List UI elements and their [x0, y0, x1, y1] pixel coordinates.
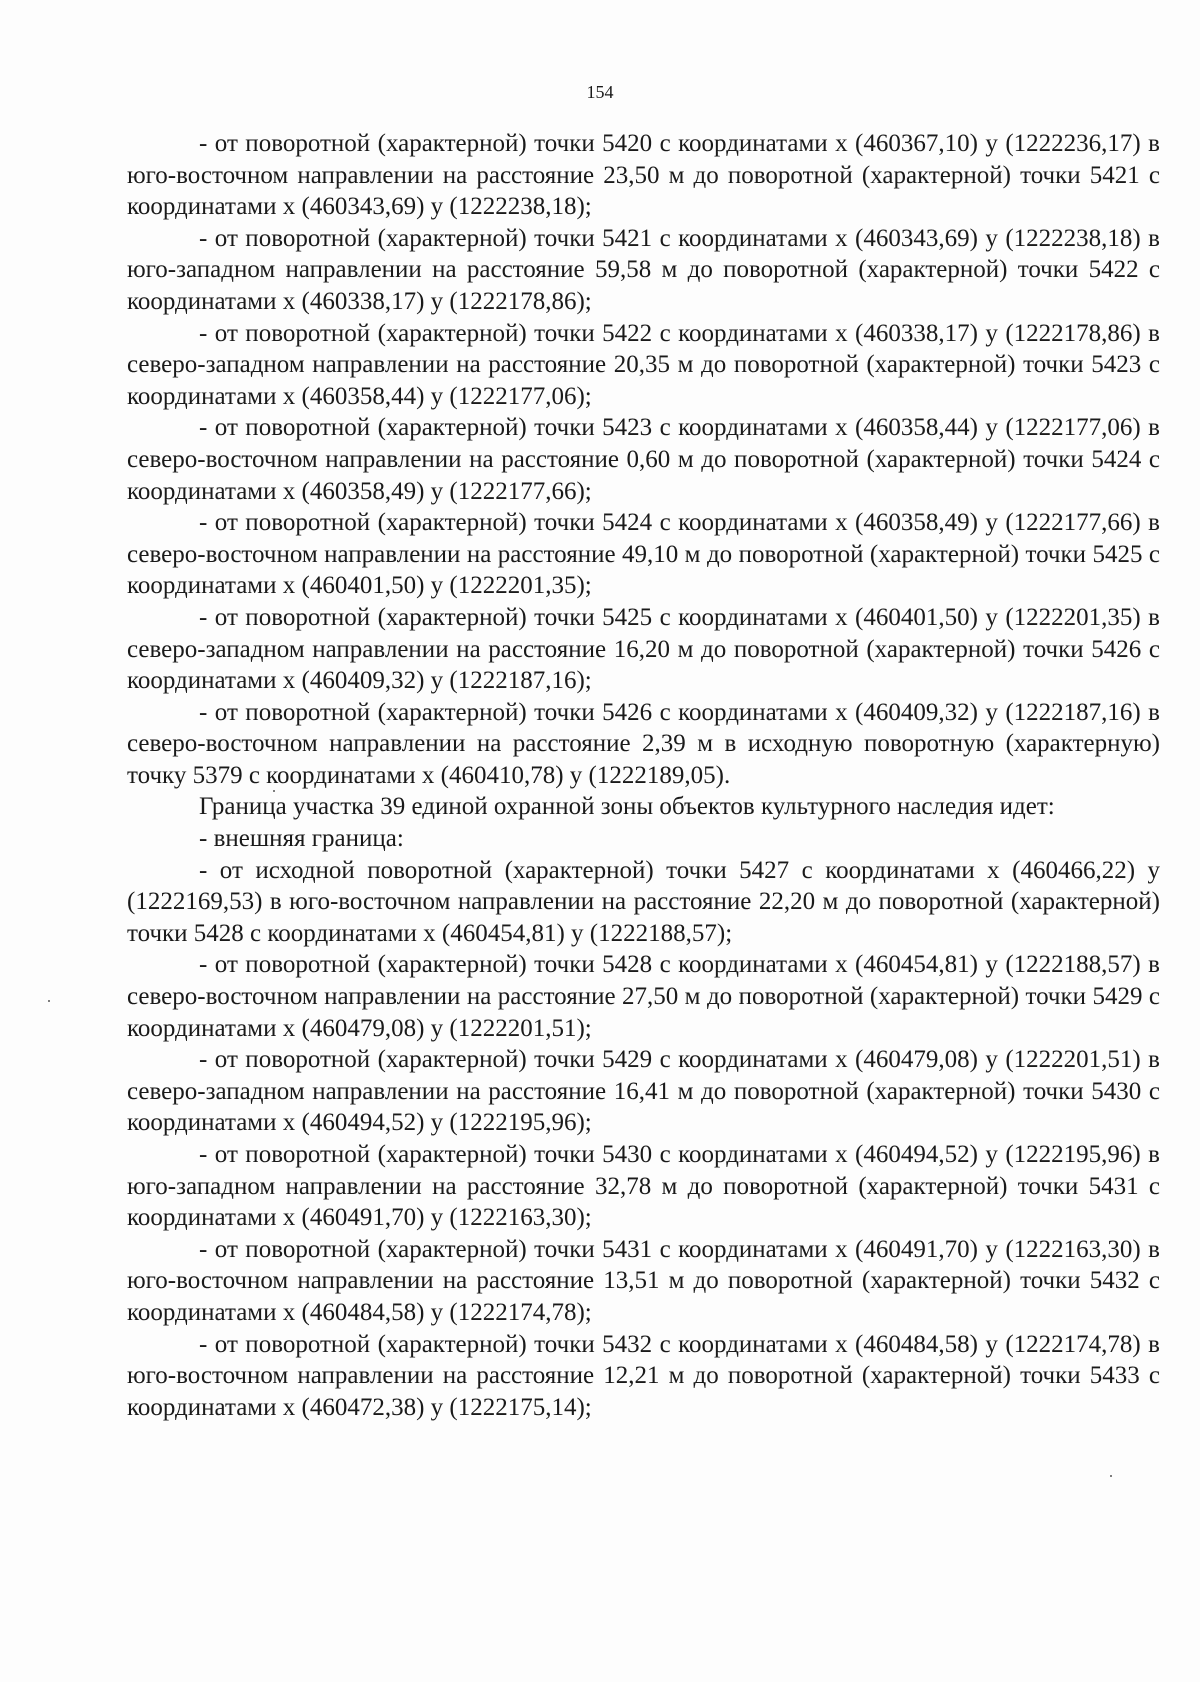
paragraph-point-5426: - от поворотной (характерной) точки 5426 с координатами x (460409,32) y (1222187,16) в северо-восточном направлении на расстояние 2,39 м в исходную поворотную (характерную) точку 5379 с координатами x (460410,78) y (1222189,05). — [127, 698, 1160, 789]
paragraph-point-5428: - от поворотной (характерной) точки 5428 с координатами x (460454,81) y (1222188,57) в северо-восточном направлении на расстояние 27,50 м до поворотной (характерной) точки 5429 с координатами x (460479,08) y (1222201,51); — [127, 951, 1160, 1042]
page-number: 154 — [586, 82, 614, 102]
paragraph-outer-boundary-label: - внешняя граница: — [199, 825, 404, 853]
paragraph-point-5432: - от поворотной (характерной) точки 5432 с координатами x (460484,58) y (1222174,78) в юго-восточном направлении на расстояние 12,21 м до поворотной (характерной) точки 5433 с координатами x (460472,38) y (1222175,14); — [127, 1330, 1160, 1421]
paragraph-point-5423: - от поворотной (характерной) точки 5423 с координатами x (460358,44) y (1222177,06) в северо-восточном направлении на расстояние 0,60 м до поворотной (характерной) точки 5424 с координатами x (460358,49) y (1222177,66); — [127, 414, 1160, 505]
paragraph-point-5422: - от поворотной (характерной) точки 5422 с координатами x (460338,17) y (1222178,86) в северо-западном направлении на расстояние 20,35 м до поворотной (характерной) точки 5423 с координатами x (460358,44) y (1222177,06); — [127, 319, 1160, 410]
scan-speck — [1110, 1475, 1112, 1477]
paragraph-point-5421: - от поворотной (характерной) точки 5421 с координатами x (460343,69) y (1222238,18) в юго-западном направлении на расстояние 59,58 м до поворотной (характерной) точки 5422 с координатами x (460338,17) y (1222178,86); — [127, 224, 1160, 315]
paragraph-point-5431: - от поворотной (характерной) точки 5431 с координатами x (460491,70) y (1222163,30) в юго-восточном направлении на расстояние 13,51 м до поворотной (характерной) точки 5432 с координатами x (460484,58) y (1222174,78); — [127, 1235, 1160, 1326]
paragraph-point-5424: - от поворотной (характерной) точки 5424 с координатами x (460358,49) y (1222177,66) в северо-восточном направлении на расстояние 49,10 м до поворотной (характерной) точки 5425 с координатами x (460401,50) y (1222201,35); — [127, 509, 1160, 600]
document-body — [127, 128, 1160, 1423]
scan-speck — [273, 790, 275, 792]
paragraph-point-5425: - от поворотной (характерной) точки 5425 с координатами x (460401,50) y (1222201,35) в северо-западном направлении на расстояние 16,20 м до поворотной (характерной) точки 5426 с координатами x (460409,32) y (1222187,16); — [127, 603, 1160, 695]
paragraph-section-39-heading: Граница участка 39 единой охранной зоны объектов культурного наследия идет: — [199, 793, 1055, 821]
paragraph-point-5427: - от исходной поворотной (характерной) точки 5427 с координатами x (460466,22) y (1222169,53) в юго-восточном направлении на расстояние 22,20 м до поворотной (характерной) точки 5428 с координатами x (460454,81) y (1222188,57); — [127, 856, 1160, 947]
paragraph-point-5430: - от поворотной (характерной) точки 5430 с координатами x (460494,52) y (1222195,96) в юго-западном направлении на расстояние 32,78 м до поворотной (характерной) точки 5431 с координатами x (460491,70) y (1222163,30); — [127, 1141, 1160, 1232]
paragraph-point-5420: - от поворотной (характерной) точки 5420 с координатами x (460367,10) y (1222236,17) в юго-восточном направлении на расстояние 23,50 м до поворотной (характерной) точки 5421 с координатами x (460343,69) y (1222238,18); — [127, 130, 1160, 221]
scan-speck — [48, 1000, 50, 1002]
paragraph-point-5429: - от поворотной (характерной) точки 5429 с координатами x (460479,08) y (1222201,51) в северо-западном направлении на расстояние 16,41 м до поворотной (характерной) точки 5430 с координатами x (460494,52) y (1222195,96); — [127, 1046, 1160, 1137]
